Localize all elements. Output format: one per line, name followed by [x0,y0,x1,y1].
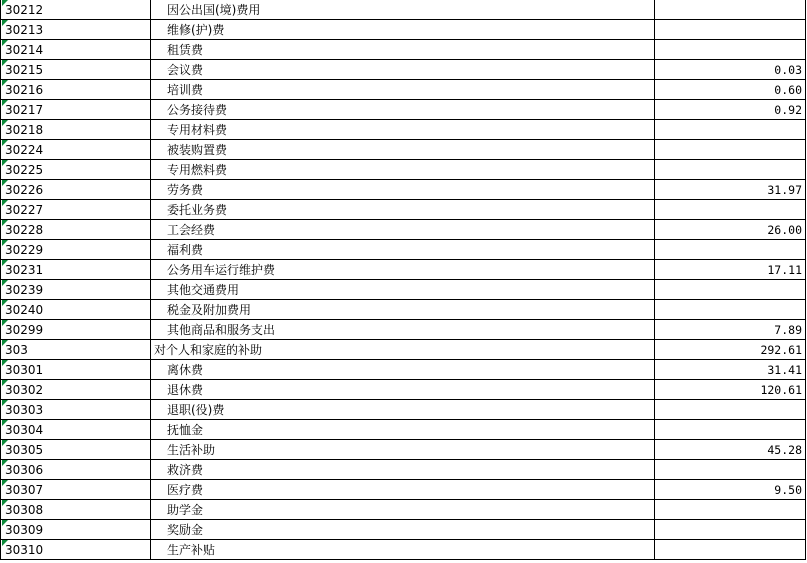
item-name-cell[interactable]: 生活补助 [151,440,655,460]
code-text: 30215 [5,63,44,77]
table-row [0,0,807,20]
amount-cell[interactable] [655,540,806,560]
amount-cell[interactable] [655,160,806,180]
table-row [0,80,807,100]
code-text: 30299 [5,323,44,337]
table-row [0,300,807,320]
text-number-indicator-icon [2,200,8,206]
code-cell[interactable] [0,120,151,140]
code-text: 30310 [5,543,44,557]
code-text: 30308 [5,503,44,517]
item-name-cell[interactable]: 其他商品和服务支出 [151,320,655,340]
amount-cell[interactable]: 120.61 [655,380,806,400]
code-cell[interactable] [0,80,151,100]
amount-cell[interactable]: 7.89 [655,320,806,340]
amount-cell[interactable] [655,120,806,140]
amount-cell[interactable] [655,40,806,60]
table-row [0,540,807,560]
code-text: 30213 [5,23,44,37]
item-name-cell[interactable]: 劳务费 [151,180,655,200]
text-number-indicator-icon [2,500,8,506]
text-number-indicator-icon [2,340,8,346]
code-cell[interactable] [0,260,151,280]
amount-cell[interactable] [655,280,806,300]
code-cell[interactable] [0,500,151,520]
item-name-cell[interactable]: 离休费 [151,360,655,380]
code-text: 30217 [5,103,44,117]
code-cell[interactable] [0,480,151,500]
code-cell[interactable] [0,60,151,80]
table-row [0,400,807,420]
text-number-indicator-icon [2,400,8,406]
item-name-cell[interactable]: 奖励金 [151,520,655,540]
item-name-cell[interactable]: 其他交通费用 [151,280,655,300]
text-number-indicator-icon [2,280,8,286]
text-number-indicator-icon [2,540,8,546]
code-cell[interactable] [0,360,151,380]
item-name-cell[interactable]: 委托业务费 [151,200,655,220]
code-cell[interactable] [0,420,151,440]
amount-cell[interactable]: 17.11 [655,260,806,280]
table-row [0,140,807,160]
code-text: 30216 [5,83,44,97]
text-number-indicator-icon [2,40,8,46]
code-text: 30239 [5,283,44,297]
amount-cell[interactable] [655,400,806,420]
text-number-indicator-icon [2,300,8,306]
amount-cell[interactable]: 0.92 [655,100,806,120]
item-name-cell[interactable]: 工会经费 [151,220,655,240]
code-cell[interactable] [0,540,151,560]
amount-cell[interactable] [655,20,806,40]
table-row [0,320,807,340]
code-cell[interactable] [0,320,151,340]
code-text: 30302 [5,383,44,397]
item-name-cell[interactable]: 被装购置费 [151,140,655,160]
table-row [0,420,807,440]
code-cell[interactable] [0,220,151,240]
table-row [0,200,807,220]
item-name-cell[interactable]: 抚恤金 [151,420,655,440]
code-cell[interactable] [0,160,151,180]
item-name-cell[interactable]: 救济费 [151,460,655,480]
amount-cell[interactable] [655,0,806,20]
code-cell[interactable] [0,380,151,400]
amount-cell[interactable] [655,300,806,320]
amount-cell[interactable]: 9.50 [655,480,806,500]
amount-cell[interactable]: 26.00 [655,220,806,240]
text-number-indicator-icon [2,440,8,446]
item-name-cell[interactable]: 退职(役)费 [151,400,655,420]
amount-cell[interactable] [655,240,806,260]
item-name-cell[interactable]: 公务用车运行维护费 [151,260,655,280]
code-cell[interactable] [0,340,151,360]
table-row [0,120,807,140]
table-row [0,520,807,540]
table-row [0,40,807,60]
code-cell[interactable] [0,440,151,460]
text-number-indicator-icon [2,260,8,266]
item-name-cell[interactable]: 医疗费 [151,480,655,500]
text-number-indicator-icon [2,180,8,186]
table-row [0,260,807,280]
code-cell[interactable] [0,300,151,320]
amount-cell[interactable] [655,460,806,480]
text-number-indicator-icon [2,460,8,466]
amount-cell[interactable]: 31.97 [655,180,806,200]
amount-cell[interactable]: 45.28 [655,440,806,460]
text-number-indicator-icon [2,360,8,366]
item-name-cell[interactable]: 会议费 [151,60,655,80]
table-row [0,340,807,360]
code-cell[interactable] [0,40,151,60]
item-name-cell[interactable]: 对个人和家庭的补助 [151,340,655,360]
amount-cell[interactable] [655,500,806,520]
text-number-indicator-icon [2,100,8,106]
code-cell[interactable] [0,520,151,540]
amount-cell[interactable]: 0.03 [655,60,806,80]
table-row [0,380,807,400]
text-number-indicator-icon [2,240,8,246]
code-text: 303 [5,343,28,357]
amount-cell[interactable]: 292.61 [655,340,806,360]
code-cell[interactable] [0,140,151,160]
item-name-cell[interactable]: 退休费 [151,380,655,400]
code-text: 30231 [5,263,44,277]
table-row [0,220,807,240]
item-name-cell[interactable]: 税金及附加费用 [151,300,655,320]
table-row [0,460,807,480]
code-text: 30226 [5,183,44,197]
code-text: 30229 [5,243,44,257]
code-text: 30301 [5,363,44,377]
table-row [0,280,807,300]
table-row [0,440,807,460]
code-text: 30225 [5,163,44,177]
code-text: 30306 [5,463,44,477]
text-number-indicator-icon [2,0,8,6]
text-number-indicator-icon [2,80,8,86]
text-number-indicator-icon [2,380,8,386]
code-text: 30309 [5,523,44,537]
item-name-cell[interactable]: 助学金 [151,500,655,520]
text-number-indicator-icon [2,320,8,326]
table-row [0,160,807,180]
table-row [0,240,807,260]
table-row [0,20,807,40]
amount-cell[interactable] [655,140,806,160]
amount-cell[interactable]: 31.41 [655,360,806,380]
code-text: 30303 [5,403,44,417]
item-name-cell[interactable]: 福利费 [151,240,655,260]
item-name-cell[interactable]: 公务接待费 [151,100,655,120]
item-name-cell[interactable]: 租赁费 [151,40,655,60]
item-name-cell[interactable]: 因公出国(境)费用 [151,0,655,20]
item-name-cell[interactable]: 专用燃料费 [151,160,655,180]
text-number-indicator-icon [2,220,8,226]
text-number-indicator-icon [2,420,8,426]
table-row [0,360,807,380]
code-text: 30304 [5,423,44,437]
code-text: 30307 [5,483,44,497]
text-number-indicator-icon [2,60,8,66]
amount-cell[interactable] [655,420,806,440]
code-cell[interactable] [0,100,151,120]
code-cell[interactable] [0,400,151,420]
text-number-indicator-icon [2,120,8,126]
code-text: 30212 [5,3,44,17]
amount-cell[interactable]: 0.60 [655,80,806,100]
code-cell[interactable] [0,180,151,200]
text-number-indicator-icon [2,480,8,486]
code-text: 30227 [5,203,44,217]
code-cell[interactable] [0,280,151,300]
text-number-indicator-icon [2,160,8,166]
text-number-indicator-icon [2,140,8,146]
code-text: 30214 [5,43,44,57]
code-text: 30228 [5,223,44,237]
code-cell[interactable] [0,0,151,20]
text-number-indicator-icon [2,20,8,26]
code-text: 30224 [5,143,44,157]
code-text: 30218 [5,123,44,137]
code-cell[interactable] [0,20,151,40]
code-cell[interactable] [0,240,151,260]
item-name-cell[interactable]: 培训费 [151,80,655,100]
table-row [0,100,807,120]
amount-cell[interactable] [655,200,806,220]
code-cell[interactable] [0,460,151,480]
amount-cell[interactable] [655,520,806,540]
table-row [0,500,807,520]
table-row [0,180,807,200]
table-row [0,60,807,80]
text-number-indicator-icon [2,520,8,526]
code-text: 30305 [5,443,44,457]
code-cell[interactable] [0,200,151,220]
item-name-cell[interactable]: 维修(护)费 [151,20,655,40]
table-row [0,480,807,500]
item-name-cell[interactable]: 专用材料费 [151,120,655,140]
code-text: 30240 [5,303,44,317]
item-name-cell[interactable]: 生产补贴 [151,540,655,560]
